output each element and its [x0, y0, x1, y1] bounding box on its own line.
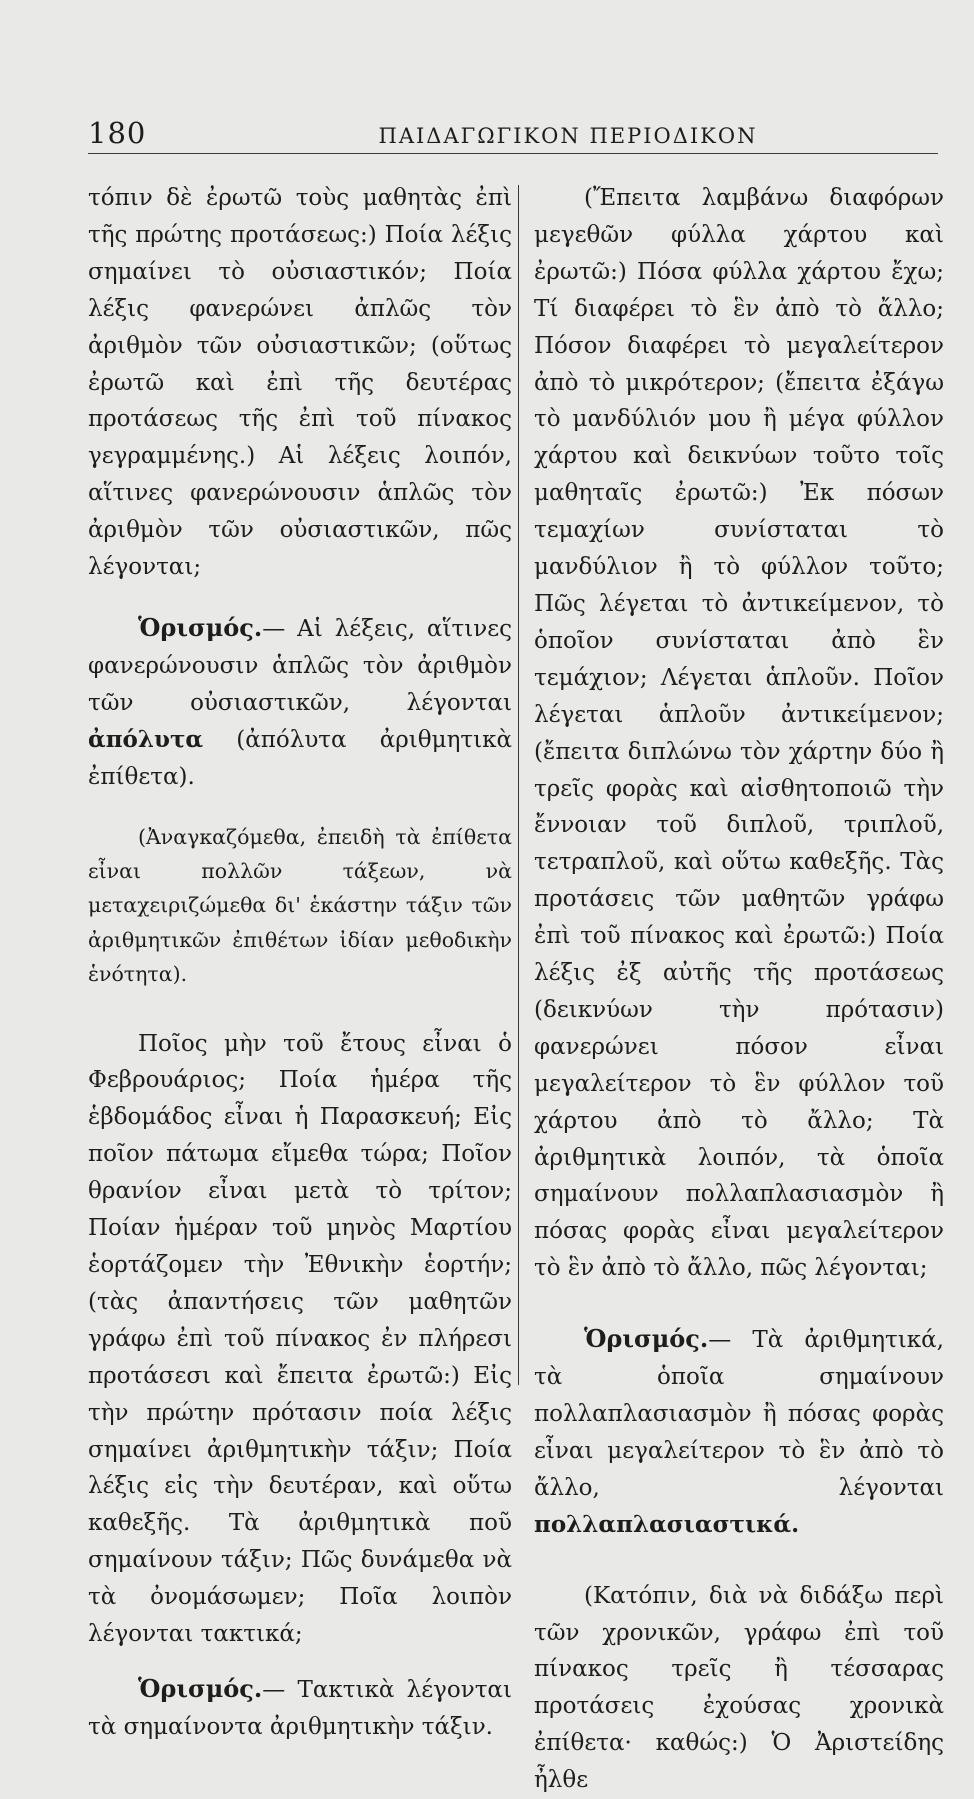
- definition-term: Ὁρισμός.: [138, 1673, 263, 1703]
- left-column: [88, 180, 512, 1746]
- definition-text: (ἀπόλυτα ἀριθμητικὰ ἐπίθετα).: [88, 726, 512, 790]
- page-header: [88, 112, 938, 152]
- definition-term: Ὁρισμός.: [138, 612, 263, 642]
- right-column: [534, 180, 944, 1799]
- definition: [534, 1321, 944, 1543]
- definition-text: — Αἱ λέξεις, αἵτινες φανερώνουσιν ἁπλῶς τὸν ἀριθμὸν τῶν οὐσιαστικῶν, λέγονται: [88, 615, 512, 716]
- paragraph: Ποῖος μὴν τοῦ ἔτους εἶναι ὁ Φεβρουάριος; Ποία ἡμέρα τῆς ἑβδομάδος εἶναι ἡ Παρασκευή; Εἰς ποῖον πάτωμα εἴμεθα τώρα; Ποῖον θρανίον εἶναι μετὰ τὸ τρίτον; Ποίαν ἡμέραν τοῦ μηνὸς Μαρτίου ἑορτάζομεν τὴν Ἐθνικὴν ἑορτήν; (τὰς ἀπαντήσεις τῶν μαθητῶν γράφω ἐπὶ τοῦ πίνακος ἐν πλήρεσι προτάσεσι καὶ ἔπειτα ἐρωτῶ:) Εἰς τὴν πρώτην πρότασιν ποία λέξις σημαίνει ἀριθμητικὴν τάξιν; Ποία λέξις εἰς τὴν δευτέραν, καὶ οὕτω καθεξῆς. Τὰ ἀριθμητικὰ ποῦ σημαίνουν τάξιν; Πῶς δυνάμεθα νὰ τὰ ὀνομάσωμεν; Ποῖα λοιπὸν λέγονται τακτικά;: [88, 1030, 512, 1648]
- running-title: ΠΑΙΔΑΓΩΓΙΚΟΝ ΠΕΡΙΟΔΙΚΟΝ: [378, 124, 758, 148]
- header-rule: [88, 153, 938, 154]
- paragraph: (Κατόπιν, διὰ νὰ διδάξω περὶ τῶν χρονικῶν, γράφω ἐπὶ τοῦ πίνακος τρεῖς ἢ τέσσαρας προτάσεις ἐχούσας χρονικὰ ἐπίθετα· καθώς:) Ὁ Ἀριστείδης ἦλθε: [534, 1582, 944, 1794]
- paragraph: τόπιν δὲ ἐρωτῶ τοὺς μαθητὰς ἐπὶ τῆς πρώτης προτάσεως:) Ποία λέξις σημαίνει τὸ οὐσιαστικόν; Ποία λέξις φανερώνει ἀπλῶς τὸν ἀριθμὸν τῶν οὐσιαστικῶν; (οὕτως ἐρωτῶ καὶ ἐπὶ τῆς δευτέρας προτάσεως τῆς ἐπὶ τοῦ πίνακος γεγραμμένης.) Αἱ λέξεις λοιπόν, αἵτινες φανερώνουσιν ἁπλῶς τὸν ἀριθμὸν τῶν οὐσιαστικῶν, πῶς λέγονται;: [88, 185, 512, 581]
- definition-bold-term: ἀπόλυτα: [88, 725, 204, 753]
- column-divider: [518, 185, 519, 1385]
- note-paragraph: (Ἀναγκαζόμεθα, ἐπειδὴ τὰ ἐπίθετα εἶναι πολλῶν τάξεων, νὰ μεταχειριζώμεθα δι' ἑκάστην τάξιν τῶν ἀριθμητικῶν ἐπιθέτων ἰδίαν μεθοδικὴν ἑνότητα).: [88, 824, 512, 987]
- definition: [88, 610, 512, 796]
- paragraph: (Ἔπειτα λαμβάνω διαφόρων μεγεθῶν φύλλα χάρτου καὶ ἐρωτῶ:) Πόσα φύλλα χάρτου ἔχω; Τί διαφέρει τὸ ἓν ἀπὸ τὸ ἄλλο; Πόσον διαφέρει τὸ μεγαλείτερον ἀπὸ τὸ μικρότερον; (ἔπειτα ἐξάγω τὸ μανδύλιόν μου ἢ μέγα φύλλον χάρτου καὶ δεικνύων τοῦτο τοῖς μαθηταῖς ἐρωτῶ:) Ἐκ πόσων τεμαχίων συνίσταται τὸ μανδύλιον ἢ τὸ φύλλον τοῦτο; Πῶς λέγεται τὸ ἀντικείμενον, τὸ ὁποῖον συνίσταται ἀπὸ ἓν τεμάχιον; Λέγεται ἁπλοῦν. Ποῖον λέγεται ἁπλοῦν ἀντικείμενον; (ἔπειτα διπλώνω τὸν χάρτην δύο ἢ τρεῖς φορὰς καὶ αἰσθητοποιῶ τὴν ἔννοιαν τοῦ διπλοῦ, τριπλοῦ, τετραπλοῦ, καὶ οὕτω καθεξῆς. Τὰς προτάσεις τῶν μαθητῶν γράφω ἐπὶ τοῦ πίνακος καὶ ἐρωτῶ:) Ποία λέξις ἐξ αὐτῆς τῆς προτάσεως (δεικνύων τὴν πρότασιν) φανερώνει πόσον εἶναι μεγαλείτερον τὸ ἓν φύλλον τοῦ χάρτου ἀπὸ τὸ ἄλλο; Τὰ ἀριθμητικὰ λοιπόν, τὰ ὁποῖα σημαίνουν πολλαπλασιασμὸν ἢ πόσας φορὰς εἶναι μεγαλείτερον τὸ ἓν ἀπὸ τὸ ἄλλο, πῶς λέγονται;: [534, 185, 944, 1282]
- definition-term: Ὁρισμός.: [584, 1324, 709, 1354]
- definition-bold-term: πολλαπλασιαστικά.: [534, 1510, 800, 1538]
- definition: [88, 1671, 512, 1746]
- definition-text: — Τακτικὰ λέγονται τὰ σημαίνοντα ἀριθμητικὴν τάξιν.: [88, 1676, 512, 1740]
- page-number: 180: [88, 116, 147, 150]
- definition-text: — Τὰ ἀριθμητικά, τὰ ὁποῖα σημαίνουν πολλαπλασιασμὸν ἢ πόσας φορὰς εἶναι μεγαλείτερον τὸ ἓν ἀπὸ τὸ ἄλλο, λέγονται: [534, 1327, 944, 1501]
